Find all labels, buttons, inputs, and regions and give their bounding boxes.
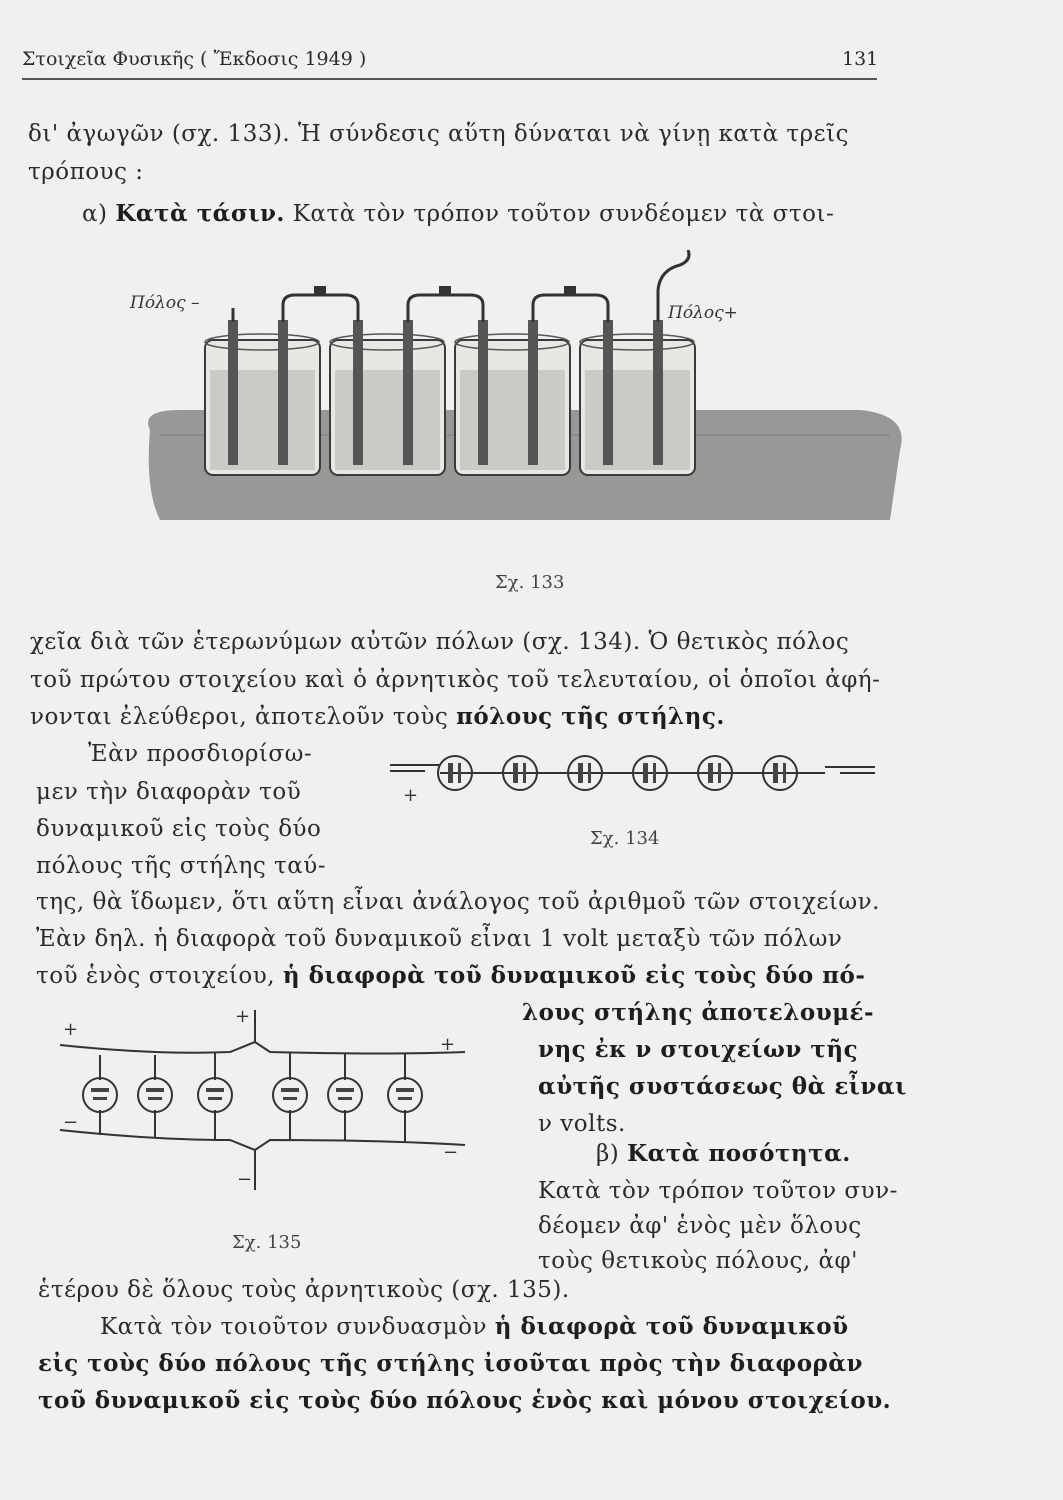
para2-line2: τοῦ πρώτου στοιχείου καὶ ὁ ἀρνητικὸς τοῦ τελευταίου, οἱ ὁποῖοι ἀφή- — [30, 667, 881, 693]
figure-135-parallel-diagram — [55, 1000, 515, 1200]
para2-line3-bold: πόλους τῆς στήλης. — [456, 703, 725, 730]
para3-line11: ν volts. — [538, 1111, 626, 1137]
para3-line10: αὐτῆς συστάσεως θὰ εἶναι — [538, 1073, 907, 1100]
figure-133-series-cells — [120, 250, 920, 530]
page-number: 131 — [842, 48, 879, 70]
para3-line5: της, θὰ ἴδωμεν, ὅτι αὕτη εἶναι ἀνάλογος τοῦ ἀριθμοῦ τῶν στοιχείων. — [36, 889, 880, 915]
para3-line3: δυναμικοῦ εἰς τοὺς δύο — [36, 816, 322, 842]
section-b-line1: Κατὰ τὸν τρόπον τοῦτον συν- — [538, 1178, 898, 1204]
fig133-pole-minus-label: Πόλος – — [130, 293, 200, 313]
fig135-plus-right: + — [440, 1034, 456, 1055]
running-header-title: Στοιχεῖα Φυσικῆς ( Ἔκδοσις 1949 ) — [22, 48, 367, 70]
para4-line1-text: Κατὰ τὸν τοιοῦτον συνδυασμὸν — [100, 1314, 487, 1340]
figure-133-caption: Σχ. 133 — [495, 572, 565, 593]
fig135-plus-top: + — [235, 1006, 251, 1027]
fig135-plus-left: + — [63, 1019, 79, 1040]
fig135-minus-right: − — [443, 1142, 459, 1163]
para2-line3-text: νονται ἐλεύθεροι, ἀποτελοῦν τοὺς — [30, 704, 449, 730]
para1-line1: δι' ἀγωγῶν (σχ. 133). Ἡ σύνδεσις αὕτη δύναται νὰ γίνῃ κατὰ τρεῖς — [28, 121, 849, 147]
fig134-plus-label: + — [403, 785, 419, 805]
section-a-label: α) — [82, 201, 108, 227]
para3-line8: λους στήλης ἀποτελουμέ- — [522, 999, 875, 1026]
para1-line2: τρόπους : — [28, 159, 144, 185]
section-a — [82, 200, 834, 228]
section-a-heading: Κατὰ τάσιν. — [115, 200, 285, 227]
header-rule — [22, 78, 877, 80]
para3-line7 — [36, 962, 865, 990]
section-b-label: β) — [596, 1141, 620, 1167]
section-b-line2: δέομεν ἀφ' ἑνὸς μὲν ὅλους — [538, 1213, 862, 1239]
para3-line9: νης ἐκ ν στοιχείων τῆς — [538, 1036, 859, 1063]
section-a-text: Κατὰ τὸν τρόπον τοῦτον συνδέομεν τὰ στοι- — [292, 201, 835, 227]
para3-line7-bold: ἡ διαφορὰ τοῦ δυναμικοῦ εἰς τοὺς δύο πό- — [282, 962, 866, 989]
para3-line1: Ἐὰν προσδιορίσω- — [88, 741, 313, 767]
para2-line3 — [30, 703, 725, 731]
para3-line6: Ἐὰν δηλ. ἡ διαφορὰ τοῦ δυναμικοῦ εἶναι 1 volt μεταξὺ τῶν πόλων — [36, 926, 843, 952]
figure-134-series-diagram — [385, 745, 885, 805]
section-b-heading-line — [596, 1140, 851, 1168]
para3-line2: μεν τὴν διαφορὰν τοῦ — [36, 779, 302, 805]
para2-line1: χεῖα διὰ τῶν ἑτερωνύμων αὐτῶν πόλων (σχ. 134). Ὁ θετικὸς πόλος — [30, 629, 850, 655]
fig135-minus-left: − — [63, 1112, 79, 1133]
para4-line1 — [100, 1313, 849, 1341]
para3-line4: πόλους τῆς στήλης ταύ- — [36, 853, 327, 879]
section-b-line3: τοὺς θετικοὺς πόλους, ἀφ' — [538, 1248, 858, 1274]
figure-135-caption: Σχ. 135 — [232, 1232, 302, 1253]
para4-line3: τοῦ δυναμικοῦ εἰς τοὺς δύο πόλους ἑνὸς καὶ μόνου στοιχείου. — [38, 1387, 892, 1414]
figure-134-caption: Σχ. 134 — [590, 828, 660, 849]
para4-line1-bold: ἡ διαφορὰ τοῦ δυναμικοῦ — [494, 1313, 849, 1340]
section-b-heading: Κατὰ ποσότητα. — [627, 1140, 851, 1167]
fig133-pole-plus-label: Πόλος+ — [668, 303, 738, 323]
para3-line7-text: τοῦ ἑνὸς στοιχείου, — [36, 963, 276, 989]
para4-line2: εἰς τοὺς δύο πόλους τῆς στήλης ἰσοῦται πρὸς τὴν διαφορὰν — [38, 1350, 864, 1377]
section-b-line4: ἑτέρου δὲ ὅλους τοὺς ἀρνητικοὺς (σχ. 135). — [38, 1277, 570, 1303]
fig135-minus-bottom: − — [237, 1169, 253, 1190]
